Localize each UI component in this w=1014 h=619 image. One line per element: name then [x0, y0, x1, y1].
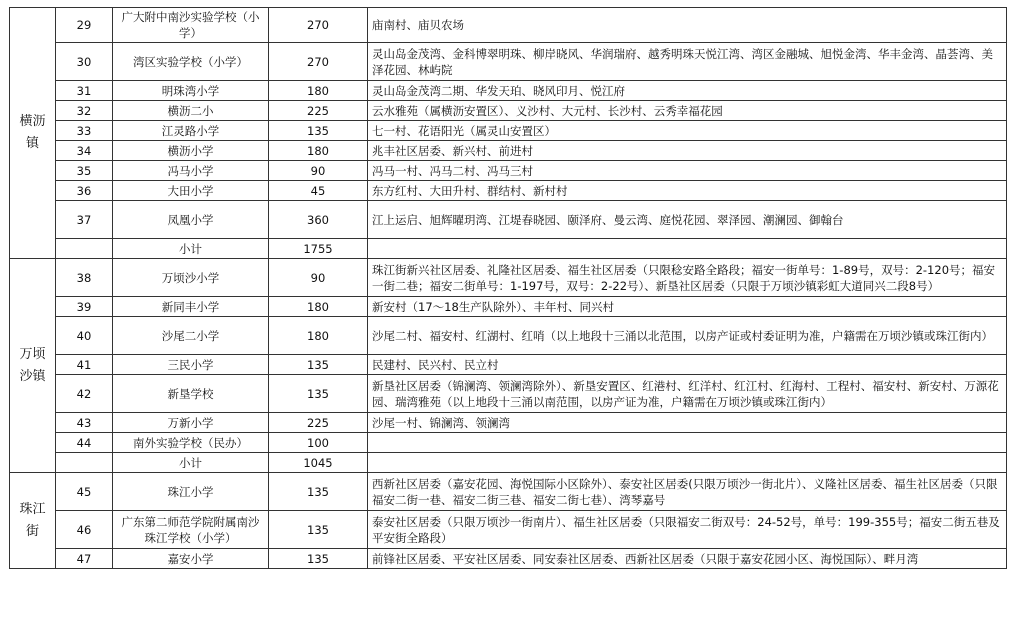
- enrollment-range: 沙尾一村、锦澜湾、领澜湾: [368, 413, 1007, 433]
- table-row: [10, 433, 1007, 453]
- enrollment-range: 江上运启、旭辉曜玥湾、江堤春晓园、颐泽府、曼云湾、庭悦花园、翠泽园、潮澜园、御翰台: [368, 201, 1007, 239]
- school-zoning-table: [9, 7, 1007, 569]
- row-number: 35: [56, 161, 113, 181]
- subtotal-row: [10, 453, 1007, 473]
- school-name: 嘉安小学: [113, 549, 269, 569]
- quota: 100: [269, 433, 368, 453]
- table-row: [10, 141, 1007, 161]
- empty-cell: [368, 239, 1007, 259]
- quota: 135: [269, 511, 368, 549]
- quota: 135: [269, 121, 368, 141]
- row-number: 33: [56, 121, 113, 141]
- table-row: [10, 511, 1007, 549]
- enrollment-range: 沙尾二村、福安村、红湖村、红哨（以上地段十三涌以北范围，以房产证或村委证明为准，户籍需在万顷沙镇或珠江街内）: [368, 317, 1007, 355]
- enrollment-range: 灵山岛金茂湾二期、华发天珀、晓风印月、悦江府: [368, 81, 1007, 101]
- row-number: 39: [56, 297, 113, 317]
- table-row: [10, 43, 1007, 81]
- school-name: 大田小学: [113, 181, 269, 201]
- row-number: 29: [56, 8, 113, 43]
- school-name: 广大附中南沙实验学校（小学）: [113, 8, 269, 43]
- subtotal-row: [10, 239, 1007, 259]
- row-number: 40: [56, 317, 113, 355]
- quota: 225: [269, 413, 368, 433]
- school-name: 万新小学: [113, 413, 269, 433]
- row-number: 44: [56, 433, 113, 453]
- table-row: [10, 201, 1007, 239]
- empty-cell: [368, 453, 1007, 473]
- table-row: [10, 375, 1007, 413]
- subtotal-label: 小计: [113, 453, 269, 473]
- quota: 135: [269, 355, 368, 375]
- row-number: 45: [56, 473, 113, 511]
- row-number: 37: [56, 201, 113, 239]
- town-cell: 珠江街: [10, 473, 56, 569]
- quota: 225: [269, 101, 368, 121]
- enrollment-range: 新安村（17～18生产队除外）、丰年村、同兴村: [368, 297, 1007, 317]
- table-row: [10, 413, 1007, 433]
- town-cell: 万顷沙镇: [10, 259, 56, 473]
- subtotal-quota: 1045: [269, 453, 368, 473]
- enrollment-range: 新垦社区居委（锦澜湾、领澜湾除外）、新垦安置区、红港村、红洋村、红江村、红海村、工程村、福安村、新安村、万源花园、瑞湾雅苑（以上地段十三涌以南范围，以房产证为准，户籍需在万顷沙镇或珠江街内）: [368, 375, 1007, 413]
- school-name: 横沥小学: [113, 141, 269, 161]
- enrollment-range: 云水雅苑（属横沥安置区）、义沙村、大元村、长沙村、云秀幸福花园: [368, 101, 1007, 121]
- enrollment-range: 西新社区居委（嘉安花园、海悦国际小区除外）、泰安社区居委(只限万顷沙一街北片）、义隆社区居委、福生社区居委（只限福安二街一巷、福安二街三巷、福安二街七巷）、湾琴嘉号: [368, 473, 1007, 511]
- quota: 180: [269, 141, 368, 161]
- school-name: 万顷沙小学: [113, 259, 269, 297]
- school-name: 冯马小学: [113, 161, 269, 181]
- enrollment-range: 东方红村、大田升村、群结村、新村村: [368, 181, 1007, 201]
- enrollment-range: 珠江街新兴社区居委、礼隆社区居委、福生社区居委（只限稔安路全路段；福安一街单号：1-89号，双号：2-120号；福安一街二巷；福安二街单号：1-197号，双号：2-22号）、新垦社区居委（只限于万顷沙镇彩虹大道同兴二段8号）: [368, 259, 1007, 297]
- row-number: 32: [56, 101, 113, 121]
- quota: 270: [269, 8, 368, 43]
- school-name: 三民小学: [113, 355, 269, 375]
- town-cell: 横沥镇: [10, 8, 56, 259]
- row-number: 47: [56, 549, 113, 569]
- subtotal-quota: 1755: [269, 239, 368, 259]
- row-number: 30: [56, 43, 113, 81]
- table-row: [10, 8, 1007, 43]
- enrollment-range: [368, 433, 1007, 453]
- school-name: 凤凰小学: [113, 201, 269, 239]
- table-row: [10, 355, 1007, 375]
- row-number: 42: [56, 375, 113, 413]
- enrollment-range: 冯马一村、冯马二村、冯马三村: [368, 161, 1007, 181]
- school-name: 江灵路小学: [113, 121, 269, 141]
- quota: 135: [269, 549, 368, 569]
- school-name: 南外实验学校（民办）: [113, 433, 269, 453]
- table-row: [10, 101, 1007, 121]
- quota: 135: [269, 473, 368, 511]
- quota: 180: [269, 81, 368, 101]
- enrollment-range: 兆丰社区居委、新兴村、前进村: [368, 141, 1007, 161]
- row-number: 38: [56, 259, 113, 297]
- table-row: [10, 297, 1007, 317]
- table-row: [10, 549, 1007, 569]
- enrollment-range: 灵山岛金茂湾、金科博翠明珠、柳岸晓风、华润瑞府、越秀明珠天悦江湾、湾区金融城、旭悦金湾、华丰金湾、晶荟湾、美泽花园、林屿院: [368, 43, 1007, 81]
- school-name: 横沥二小: [113, 101, 269, 121]
- enrollment-range: 七一村、花语阳光（属灵山安置区）: [368, 121, 1007, 141]
- enrollment-range: 泰安社区居委（只限万顷沙一街南片）、福生社区居委（只限福安二街双号：24-52号，单号：199-355号；福安二街五巷及平安街全路段）: [368, 511, 1007, 549]
- school-name: 新垦学校: [113, 375, 269, 413]
- row-number: 34: [56, 141, 113, 161]
- table-row: [10, 181, 1007, 201]
- quota: 180: [269, 317, 368, 355]
- empty-cell: [56, 453, 113, 473]
- table-row: [10, 161, 1007, 181]
- quota: 135: [269, 375, 368, 413]
- row-number: 46: [56, 511, 113, 549]
- school-name: 明珠湾小学: [113, 81, 269, 101]
- quota: 45: [269, 181, 368, 201]
- subtotal-label: 小计: [113, 239, 269, 259]
- quota: 90: [269, 259, 368, 297]
- empty-cell: [56, 239, 113, 259]
- row-number: 41: [56, 355, 113, 375]
- enrollment-range: 庙南村、庙贝农场: [368, 8, 1007, 43]
- table-row: [10, 473, 1007, 511]
- school-name: 广东第二师范学院附属南沙珠江学校（小学）: [113, 511, 269, 549]
- school-name: 湾区实验学校（小学）: [113, 43, 269, 81]
- table-row: [10, 317, 1007, 355]
- school-name: 沙尾二小学: [113, 317, 269, 355]
- quota: 270: [269, 43, 368, 81]
- enrollment-range: 民建村、民兴村、民立村: [368, 355, 1007, 375]
- quota: 90: [269, 161, 368, 181]
- enrollment-range: 前锋社区居委、平安社区居委、同安泰社区居委、西新社区居委（只限于嘉安花园小区、海悦国际）、畔月湾: [368, 549, 1007, 569]
- row-number: 31: [56, 81, 113, 101]
- school-name: 新同丰小学: [113, 297, 269, 317]
- quota: 360: [269, 201, 368, 239]
- table-row: [10, 81, 1007, 101]
- table-row: [10, 259, 1007, 297]
- row-number: 43: [56, 413, 113, 433]
- row-number: 36: [56, 181, 113, 201]
- table-row: [10, 121, 1007, 141]
- school-name: 珠江小学: [113, 473, 269, 511]
- quota: 180: [269, 297, 368, 317]
